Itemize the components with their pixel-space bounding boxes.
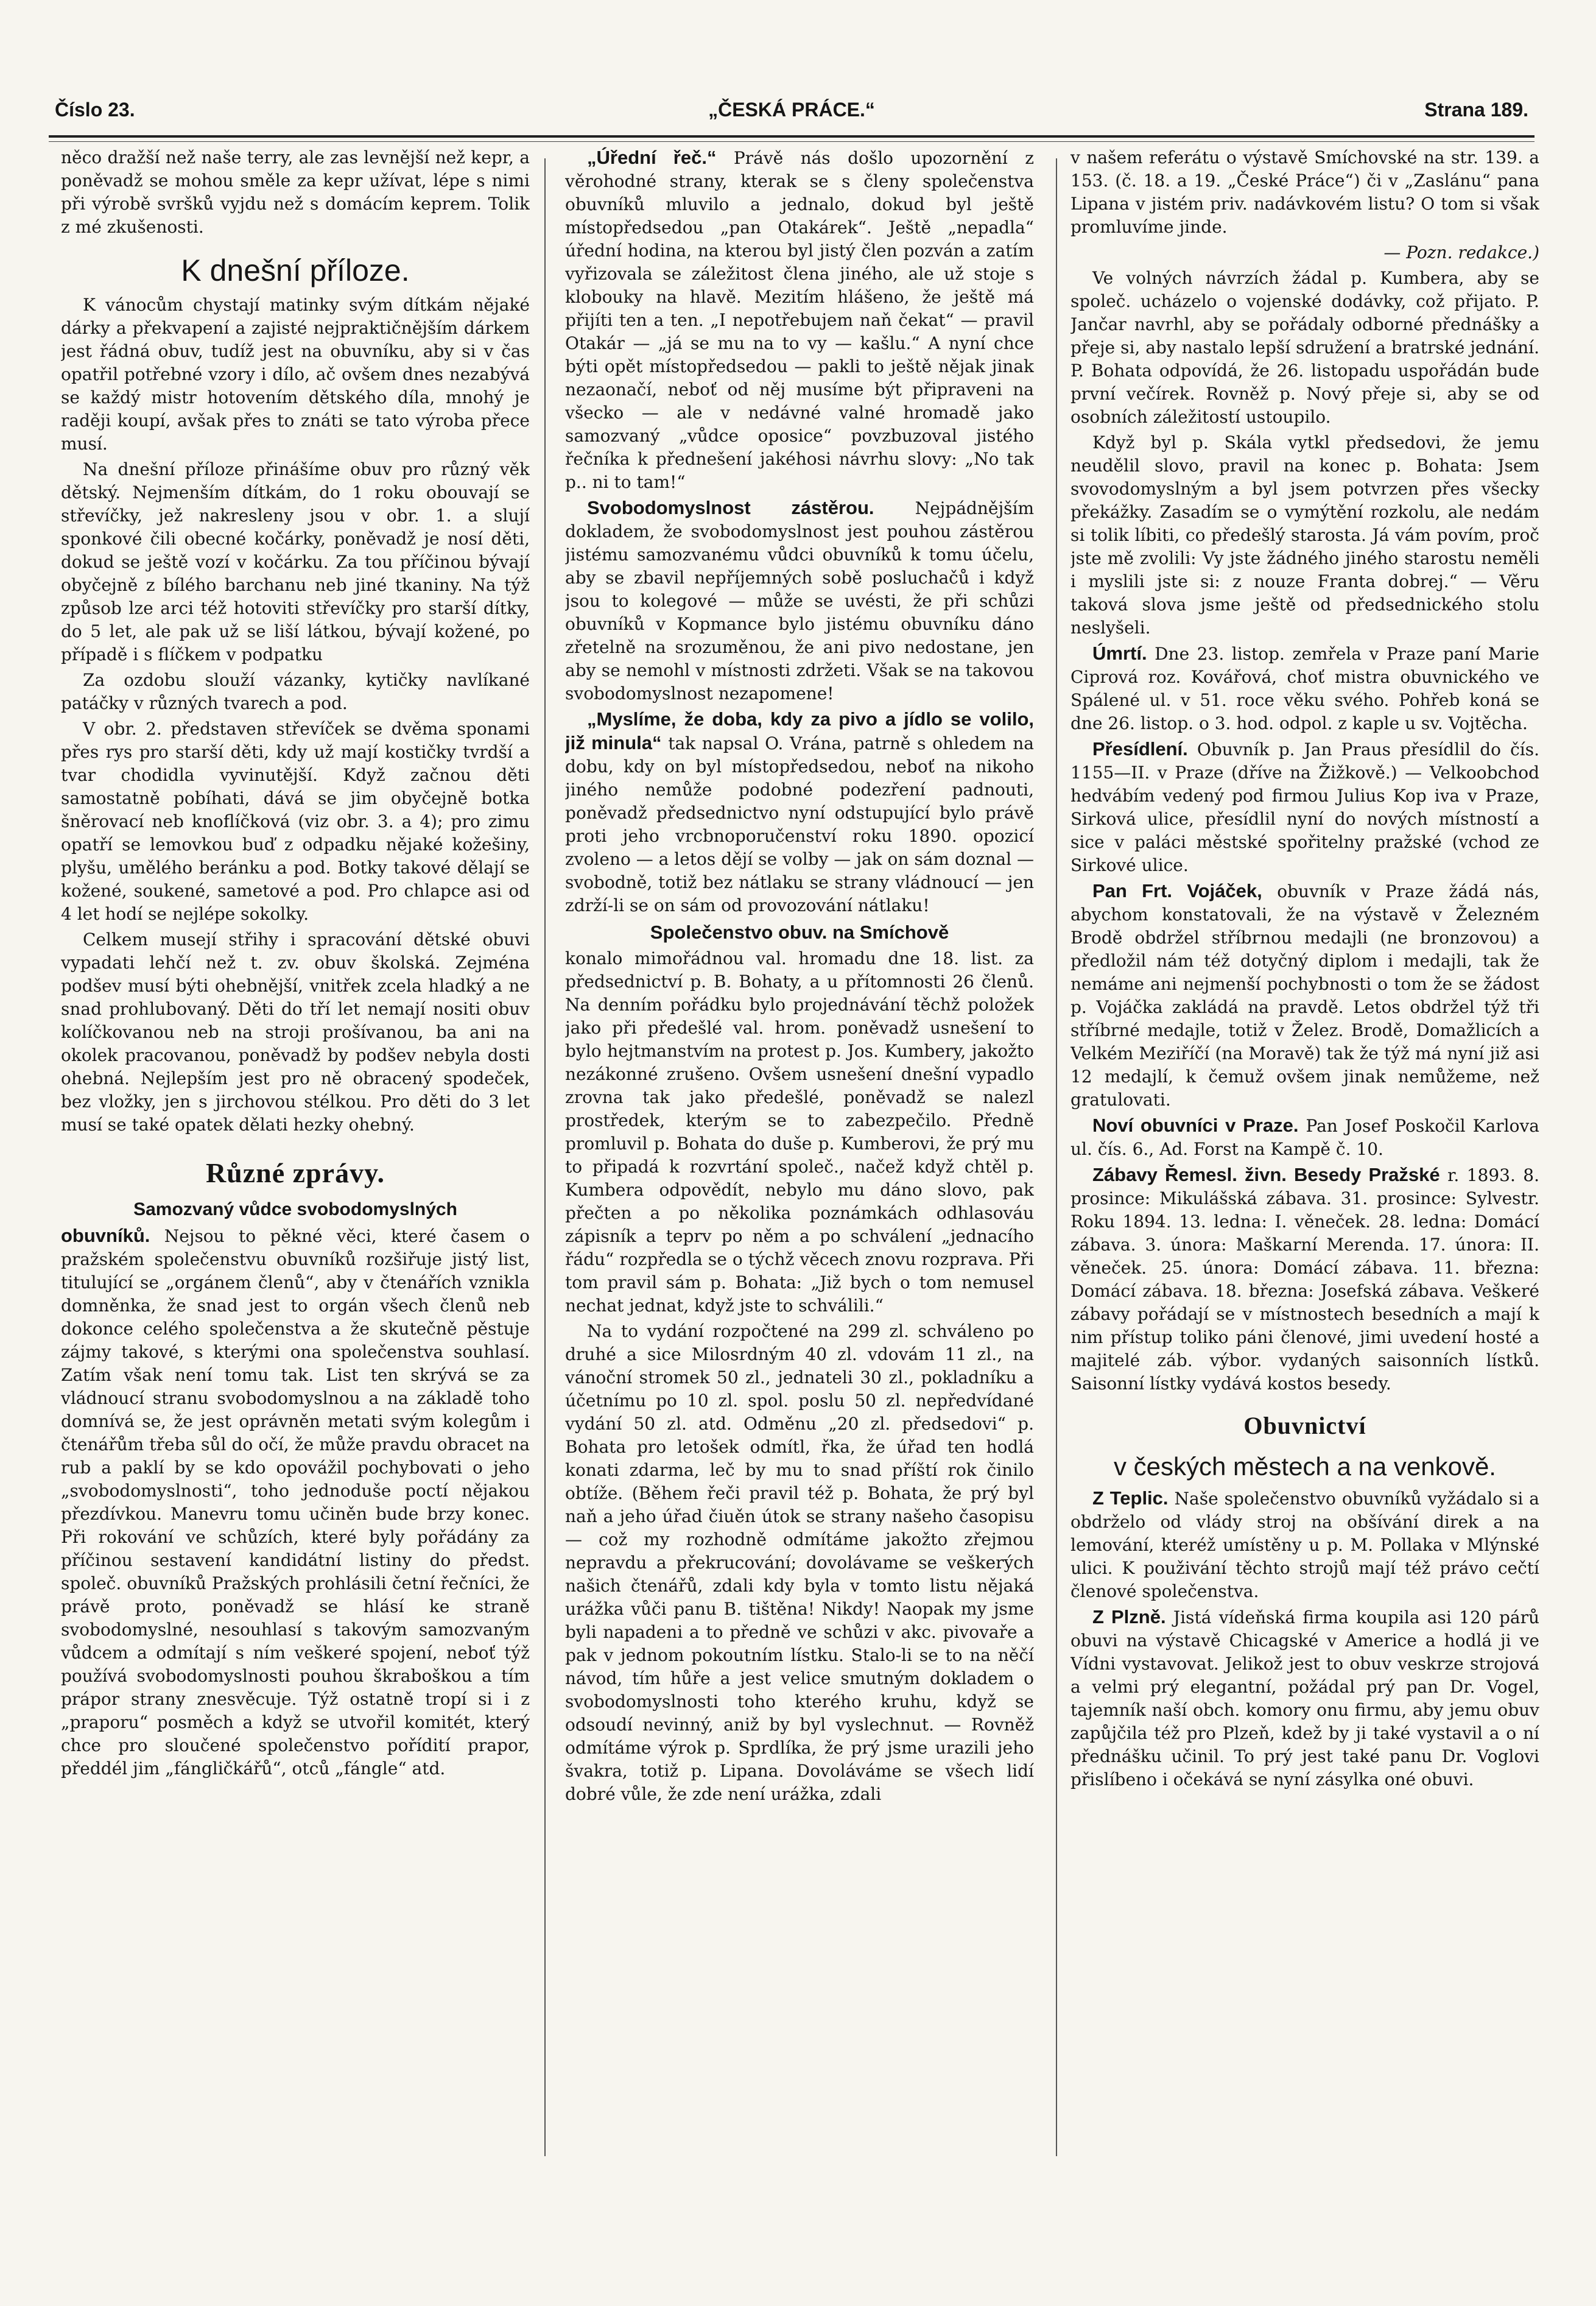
priloha-paragraph-2: Na dnešní příloze přinášíme obuv pro různý věk dětský. Nejmenším dítkám, do 1 roku obouvají se střevíčky, jež nakresleny jsou v obr. 1. a slují sponkové čili obecné kočárky, poněvadž je nosí děti, dokud se ještě vozí v kočárku. Za tou příčinou bývají obyčejně z bílého barchanu neb jiné tkaniny. Na týž způsob lze arci též hotoviti střevíčky pro starší dítky, do 5 let, ale pak už se liší látkou, bývají kožené, po případě i s flíčkem v podpatku (61, 459, 530, 665)
vojacek-text: obuvník v Praze žádá nás, abychom konstatovali, že na výstavě v Železném Brodě obdržel stříbrnou medajli (ne bronzovou) a předložil nám též dotyčný diplom i medajli, tak že nemáme ani nejmenší pochybnosti o tom že se žádost p. Vojáčka zakládá na pravdě. Letos obdržel týž tři stříbrné medajle, totiž v Želez. Brodě, Domažlicích a Velkém Meziříčí (na Moravě) tak že týž má nyní již asi 12 medajlí, k čemuž ovšem jinak nemůžeme, než gratulovati. (1070, 881, 1539, 1110)
vudce-text: Nejsou to pěkné věci, které časem o pražském společenstvu obuvníků rozšiřuje jistý list, titulující se „orgánem členů“, aby v čtenářích vznikla domněnka, že snad jest to orgán všech členů neb dokonce celého společenstva a že skutečně pěstuje zájmy takové, s kterými ona společenstva souhlasí. Zatím však není tomu tak. List ten skrývá se za vládnoucí stranu svobodomyslnou a na základě toho domnívá se, že jest oprávněn metati svým kolegům i čtenářům třeba sůl do očí, že může pravdu obracet na rub a paklí by se kdo opovážil pochybovati o jeho „svobodomyslnosti“, toho jednoduše poctí nějakou přezdívkou. Manevru tomu učiněn bude brzy konec. Při rokování ve schůzích, které byly pořádány za příčinou sestavení kandidátní listiny do předst. společ. obuvníků Pražských prohlásili četní řečníci, že právě proto, poněvadž se hlásí ke straně svobodomyslné, nesouhlasí s takovým samozvaným vůdcem a odmítají s ním veškeré spojení, neboť týž používá svobodomyslnosti pouhou škraboškou a tím prápor strany znesvěcuje. Týž ostatně tropí si i z „praporu“ posměch a když se utvořil komitét, který chce pro sloučené společenstvo pořídití prapor, předdél jim „fángličkářů“, otců „fángle“ atd. (61, 1226, 530, 1779)
urad-lead: „Úřední řeč.“ (587, 147, 717, 168)
vojacek-paragraph (1070, 880, 1539, 1112)
zabavy-lead: Zábavy Řemesl. živn. Besedy Pražské (1092, 1164, 1440, 1185)
urad-text: Právě nás došlo upozornění z věrohodné strany, kterak se s členy společenstva obuvníků mluvilo a jednalo, dokud byl ještě místopředsedou „pan Otakárek“. Ještě „nepadla“ úřední hodina, na kterou byl jistý člen pozván a zatím vyřizovala se záležitost člena jiného, ale už stoje s klobouky na hlavě. Mezitím hlášeno, že ještě má přijíti ten a ten. „I nepotřebujem naň čekat“ — pravil Otakár — „já se mu na to vy — kašlu.“ A nyní chce býti opět místopředsedou — pakli to ještě nějak jinak nezaonačí, neboť od něj musíme být připraveni na všecko — ale v nedávné valné hromadě jako samozvaný „vůdce oposice“ povzbuzoval jistého řečníka k přednešení jakéhosi návrhu slovy: „No tak p.. ni to tam!“ (565, 148, 1034, 492)
plzen-paragraph (1070, 1606, 1539, 1791)
presidleni-paragraph (1070, 738, 1539, 877)
page-number: Strana 189. (1424, 99, 1528, 121)
column-3 (1070, 146, 1539, 2290)
presidleni-lead: Přesídlení. (1092, 738, 1188, 760)
priloha-paragraph-1: K vánocům chystají matinky svým dítkám nějaké dárky a překvapení a zajisté nejpraktičnějším dárkem jest řádná obuv, tudíž jest na obuvníku, aby si v čas opatřil potřebné vzory i dílo, ač ovšem dnes nezabývá se každý mistr hotovením dětského díla, mnohý je raději koupí, avšak přes to znáti se tato výroba přece musí. (61, 295, 530, 454)
zabavy-text: r. 1893. 8. prosince: Mikulášská zábava. 31. prosince: Sylvestr. Roku 1894. 13. ledna: I. věneček. 28. ledna: Domácí zábava. 3. února: Maškarní Merenda. 17. února: II. věneček. 25. února: Domácí zábava. 11. března: Domácí zábava. 18. března: Josefská zábava. Veškeré zábavy pořádají se v místnostech besedních a mají k nim přístup toliko páni členové, jimi uvedení hosté a majitelé záb. výbor. vydaných saisonních lístků. Saisonní lístky vydává kostos besedy. (1070, 1165, 1539, 1394)
continuation-paragraph: v našem referátu o výstavě Smíchovské na str. 139. a 153. (č. 18. a 19. „České Práce“) či v „Zaslánu“ pana Lipana v jistém priv. nadávkovém listu? O tom si však promluvíme jinde. (1070, 147, 1539, 237)
section-title-zpravy: Různé zprávy. (205, 1157, 385, 1188)
vudce-paragraph (61, 1224, 530, 1780)
journal-title: „ČESKÁ PRÁCE.“ (708, 99, 875, 121)
smichov-lead: Společenstvo obuv. na Smíchově (650, 922, 949, 943)
column-separator-2 (1056, 158, 1057, 2156)
smichov-heading (565, 921, 1034, 945)
teplic-paragraph (1070, 1487, 1539, 1603)
header-rule-thin (49, 141, 1534, 142)
intro-paragraph: něco dražší než naše terry, ale zas levnější než kepr, a poněvadž se mohou směle za kepr užívat, lépe s nimi při výrobě svršků vyjdu než s domácím keprem. Tolik z mé zkušenosti. (61, 147, 530, 237)
novi-paragraph (1070, 1114, 1539, 1161)
priloha-paragraph-5: Celkem musejí střihy i spracování dětské obuvi vypadati lehčí než t. zv. obuv školská. Zejména podšev musí býti ohebnější, vnitřek zcela hladký a ne snad prohlubovaný. Děti do tří let nemají nositi obuv kolíčkovanou neb na stroji prošívanou, ba ani na okolek pracovanou, poněvadž by podšev nebyla dosti ohebná. Nejlepším jest pro ně obracený spodeček, bez vložky, jen s jirchovou stélkou. Pro děti do 3 let musí se také opatek dělati hezky ohebný. (61, 929, 530, 1135)
doba-text: tak napsal O. Vrána, patrně s ohledem na dobu, kdy on byl místopředsedou, neboť na nikoho jiného nemůže podobné podezření padnouti, poněvadž předsednictvo nyní odstupující bylo právě proti jeho vrcbnoporučenství roku 1890. opozicí zvoleno — a letos dějí se volby — jak on sám doznal — svobodně, totiž bez nátlaku se strany vládnoucí — jen zdrží-li se on sám od provozování nátlaku! (565, 733, 1034, 915)
teplic-text: Naše společenstvo obuvníků vyžádalo si a obdrželo od vlády stroj na obšívání direk a na lemování, kteréž umístěny u p. M. Pollaka v Mlýnské ulici. K použivání těchto strojů mají též právo cečtí členové společenstva. (1070, 1489, 1539, 1601)
umrti-paragraph (1070, 642, 1539, 735)
teplic-lead: Z Teplic. (1092, 1487, 1169, 1509)
plzen-lead: Z Plzně. (1092, 1606, 1166, 1627)
novi-text: Pan Josef Poskočil Karlova ul. čís. 6., Ad. Forst na Kampě č. 10. (1070, 1116, 1539, 1159)
section-title-priloha: K dnešní příloze. (181, 253, 410, 287)
column-separator-1 (544, 158, 546, 2156)
volne-navrhy-paragraph: Ve volných návrzích žádal p. Kumbera, aby se společ. ucházelo o vojenské dodávky, což přijato. P. Jančar navrhl, aby se pořádaly odborné přednášky a přeje si, aby nastalo lepší sdružení a bratrské jednání. P. Bohata odpovídá, že 26. listopadu uspořádán bude první večírek. Rovněž p. Nový přeje si, aby se od osobních záležitostí ustoupilo. (1070, 268, 1539, 427)
zabavy-paragraph (1070, 1163, 1539, 1395)
zastera-lead: Svobodomyslnost zástěrou. (587, 497, 874, 518)
umrti-text: Dne 23. listop. zemřela v Praze paní Marie Ciprová roz. Kovářová, choť mistra obuvnického ve Spálené ul. v 51. roce věku svého. Pohřeb koná se dne 26. listop. o 3. hod. odpol. z kaple u sv. Vojtěcha. (1070, 644, 1539, 733)
zastera-paragraph (565, 496, 1034, 705)
column-2 (565, 146, 1034, 2290)
priloha-paragraph-4: V obr. 2. představen střevíček se dvěma sponami přes rys pro starší děti, kdy už mají kostičky tvrdší a tvar chodidla vyvinutější. Když začnou děti samostatně pobíhati, dává se jim obyčejně botka šněrovací neb knoflíčková (viz obr. 3. a 4); pro zimu opatří se lemovkou buď z odpadku nějaké kožešiny, plyšu, umělého beránku a pod. Botky takové dělají se kožené, soukené, sametové a pod. Pro chlapce asi od 4 let hodí se nejlépe sokolky. (61, 719, 530, 924)
smichov-paragraph-2: Na to vydání rozpočtené na 299 zl. schváleno po druhé a sice Milosrdným 40 zl. vdovám 11 zl., na vánoční stromek 50 zl., jednateli 30 zl., pokladníku a účetnímu po 10 zl. spol. poslu 50 zl. nepředvídané vydání 50 zl. atd. Odměnu „20 zl. předsedovi“ p. Bohata pro letošek odmítl, řka, že úřad ten hodlá konati zdarma, leč by mu to snad příští rok činilo obtíže. (Během řeči pravil též p. Bohata, že prý byl naň a jeho úřad čiuěn útok se strany našeho časopisu — což my rozhodně odmítáme jakožto zřejmou nepravdu a překrucování; dovolávame se veškerých našich čtenářů, zdali kdy byla v tomto listu nějaká urážka vůči panu B. tištěna! Nikdy! Naopak my jsme byli napadeni a to předně ve schůzi v akc. pivovaře a pak v jednom pokoutním lístku. Stalo-li se to na něčí návod, tím hůře a jest velice smutným dokladem o svobodomyslnosti toho kterého kruhu, když se odsoudí nevinný, aniž by byl vyslechnut. — Rovněž odmítáme výrok p. Sprdlíka, že prý jsme urazili jeho švakra, totiž p. Lipana. Dovoláváme se všech lidí dobré vůle, že zde není urážka, zdali (565, 1321, 1034, 1804)
vojacek-lead: Pan Frt. Vojáček, (1092, 880, 1262, 901)
urad-paragraph (565, 146, 1034, 494)
column-1 (61, 146, 530, 2290)
umrti-lead: Úmrtí. (1092, 643, 1147, 664)
plzen-text: Jistá vídeňská firma koupila asi 120 párů obuvi na výstavě Chicagské v Americe a hodlá ji ve Vídni vystavovat. Jelikož jest to obuv veskrze strojová a velmi prý elegantní, požádal prý pan Dr. Vogel, tajemník naší obch. komory onu firmu, aby jemu obuv zapůjčila též pro Plzeň, kdež by ji také vystavil a o ní přednášku učinil. To prý jest také panu Dr. Voglovi přislíbeno i očekává se nyní zásylka oné obuvi. (1070, 1607, 1539, 1789)
novi-lead: Noví obuvníci v Praze. (1092, 1115, 1299, 1136)
priloha-paragraph-3: Za ozdobu slouží vázanky, kytičky navlíkané patáčky v různých tvarech a pod. (61, 670, 530, 713)
section-title-obuvnictvi: Obuvnictví (1243, 1412, 1366, 1439)
subheading-vudce: Samozvaný vůdce svobodomyslných (133, 1199, 457, 1219)
presidleni-text: Obuvník p. Jan Praus přesídlil do čís. 1155—II. v Praze (dříve na Žižkově.) — Velkoobchod hedvábím vedený pod firmou Julius Kop iva v Praze, Sirková ulice, přesídlil nyní do nových místností a sice v paláci městské spořitelny pražské (vchod ze Sirkové ulice. (1070, 739, 1539, 875)
doba-lead: „Myslíme, že doba, kdy za pivo a jídlo se volilo, již minula“ (565, 708, 1034, 753)
header-rule (49, 135, 1534, 138)
editor-note: — Pozn. redakce.) (1383, 242, 1539, 263)
skala-paragraph: Když byl p. Skála vytkl předsedovi, že jemu neudělil slovo, pravil na konec p. Bohata: Jsem svovodomyslným a byl jsem potvrzen přes všecky překážky. Zasadím se o vymýtění rozkolu, ale nedám si tolik líbiti, co předešlý starosta. Já vám povím, proč jste mě zvolili: Vy jste žádného jiného starostu neměli i myslili jste si: z nouze Franta dobrej.“ — Věru taková slova jsme ještě od předsednického stolu neslyšeli. (1070, 432, 1539, 638)
doba-paragraph (565, 708, 1034, 917)
section-subtitle-venkov: v českých městech a na venkově. (1114, 1452, 1496, 1481)
issue-number: Číslo 23. (55, 99, 135, 121)
smichov-paragraph-1: konalo mimořádnou val. hromadu dne 18. list. za předsednictví p. B. Bohaty, a u přítomnosti 26 členů. Na denním pořádku bylo projednávání těchž položek jako při předešlé val. hrom. poněvadž usnešení to bylo hejtmanstvím na protest p. Jos. Kumbery, jakožto nezákonné zrušeno. Ovšem usnešení dnešní vypadlo zrovna tak jako předešlé, poněvadž se nalezl prostředek, kterým se to zabezpečilo. Předně promluvil p. Bohata do duše p. Kumberovi, že prý mu to připadá k rozvrtání společ., načež když chtěl p. Kumbera odpovědít, nebylo mu dáno slovo, pak přečten a po několika poznámkách odhlasováu zápisník a teprv po něm a po schválení „jednacího řádu“ rozpředla se o týchž věcech znovu rozprava. Při tom pravil sám p. Bohata: „Již bych o tom nemusel nechat jednat, když jste to schválili.“ (565, 948, 1034, 1316)
vudce-lead: obuvníků. (61, 1225, 150, 1246)
zastera-text: Nejpádnějším dokladem, že svobodomyslnost jest pouhou zástěrou jistému samozvanému vůdci obuvníků k tomu účelu, aby se zbavil nepříjemných sobě posluchačů i když jsou to kolegové — může se uvésti, že při schůzi obuvníků v Kopmance bylo jistému obuvníku dáno zřetelně na srozuměnou, že ani pivo nedostane, jen aby se nemohl v místnosti zdržeti. Však se na takovou svobodomyslnost nezapomene! (565, 498, 1034, 703)
